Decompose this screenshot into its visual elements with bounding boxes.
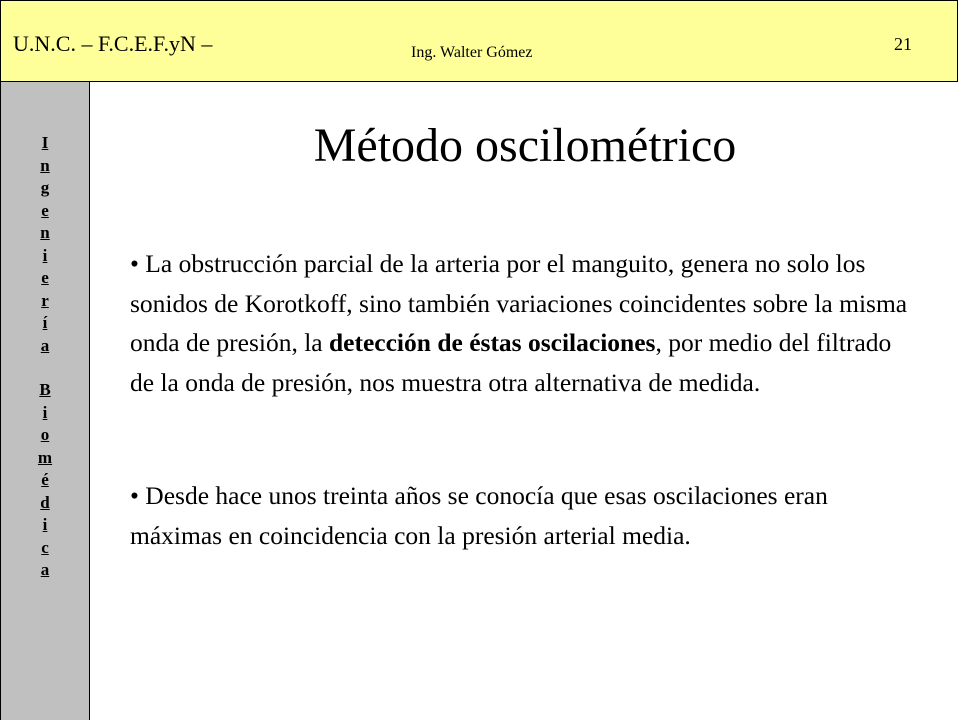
header-bar — [0, 0, 958, 82]
paragraph-1 — [130, 244, 920, 402]
paragraph-1-text-a: • La obstrucción parcial de la arteria por el manguito, genera no solo los sonidos de Korotkoff, sino también variaciones coincidentes sobre la misma onda de presión, la — [130, 249, 908, 357]
sidebar-letter: m — [37, 447, 53, 467]
sidebar-letter: I — [41, 133, 49, 152]
page-number: 21 — [894, 34, 912, 54]
sidebar-letter: d — [40, 492, 50, 512]
sidebar-letter: i — [42, 515, 48, 534]
sidebar-letter: e — [41, 200, 49, 220]
sidebar-letter: r — [41, 290, 49, 310]
author-label: Ing. Walter Gómez — [411, 44, 533, 61]
sidebar-word — [40, 132, 49, 357]
sidebar-letter: e — [41, 268, 49, 287]
paragraph-1-bold: detección de éstas oscilaciones — [328, 328, 656, 357]
sidebar-letter: é — [41, 470, 49, 489]
sidebar-letter: n — [40, 155, 50, 175]
slide-title: Método oscilométrico — [313, 119, 737, 172]
institution-label: U.N.C. – F.C.E.F.yN – — [13, 31, 213, 56]
sidebar-letter: a — [40, 335, 50, 355]
sidebar-vertical-title — [1, 132, 89, 582]
sidebar-letter: a — [40, 560, 50, 579]
sidebar-letter: g — [40, 178, 50, 197]
paragraph-1-text-b: , por medio del filtrado de la onda de presión, nos muestra otra alternativa de medida. — [130, 328, 892, 397]
sidebar-letter: B — [39, 380, 51, 399]
sidebar — [0, 82, 90, 720]
sidebar-letter: i — [42, 402, 48, 422]
sidebar-letter: o — [40, 425, 50, 444]
sidebar-letter: c — [41, 537, 49, 557]
paragraph-2: • Desde hace unos treinta años se conocía que esas oscilaciones eran máximas en coincidencia con la presión arterial media. — [130, 481, 828, 550]
sidebar-letter: n — [40, 223, 50, 242]
sidebar-letter: í — [42, 313, 48, 332]
sidebar-letter: i — [42, 245, 48, 265]
sidebar-word — [38, 379, 52, 582]
